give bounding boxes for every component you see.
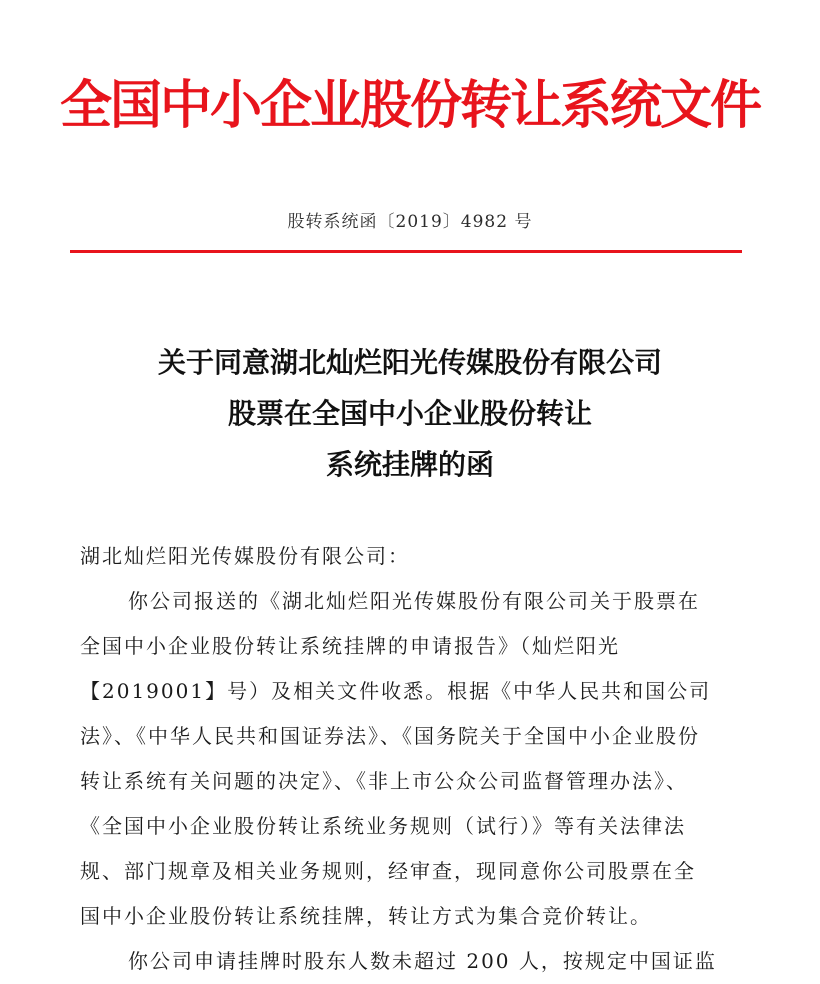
body-line-1: 你公司报送的《湖北灿烂阳光传媒股份有限公司关于股票在 <box>128 589 700 613</box>
red-divider-line <box>70 250 742 253</box>
body-line-6: 《全国中小企业股份转让系统业务规则（试行）》等有关法律法 <box>80 814 686 838</box>
document-body <box>80 534 740 984</box>
document-title <box>0 337 820 490</box>
body-line-7: 规、部门规章及相关业务规则，经审查，现同意你公司股票在全 <box>80 859 696 883</box>
body-line-3: 【2019001】号）及相关文件收悉。根据《中华人民共和国公司 <box>80 679 712 703</box>
document-number: 股转系统函〔2019〕4982 号 <box>287 212 533 232</box>
body-line-2: 全国中小企业股份转让系统挂牌的申请报告》（灿烂阳光 <box>80 634 620 658</box>
title-line-1: 关于同意湖北灿烂阳光传媒股份有限公司 <box>157 346 662 379</box>
body-line-9: 你公司申请挂牌时股东人数未超过 200 人，按规定中国证监 <box>128 949 717 973</box>
body-line-8: 国中小企业股份转让系统挂牌，转让方式为集合竞价转让。 <box>80 904 652 928</box>
body-line-4: 法》、《中华人民共和国证券法》、《国务院关于全国中小企业股份 <box>80 724 700 748</box>
title-line-2: 股票在全国中小企业股份转让 <box>227 397 592 430</box>
body-line-5: 转让系统有关问题的决定》、《非上市公众公司监督管理办法》、 <box>80 769 688 793</box>
document-masthead: 全国中小企业股份转让系统文件 <box>59 76 760 136</box>
salutation: 湖北灿烂阳光传媒股份有限公司： <box>80 544 410 568</box>
title-line-3: 系统挂牌的函 <box>325 448 494 481</box>
